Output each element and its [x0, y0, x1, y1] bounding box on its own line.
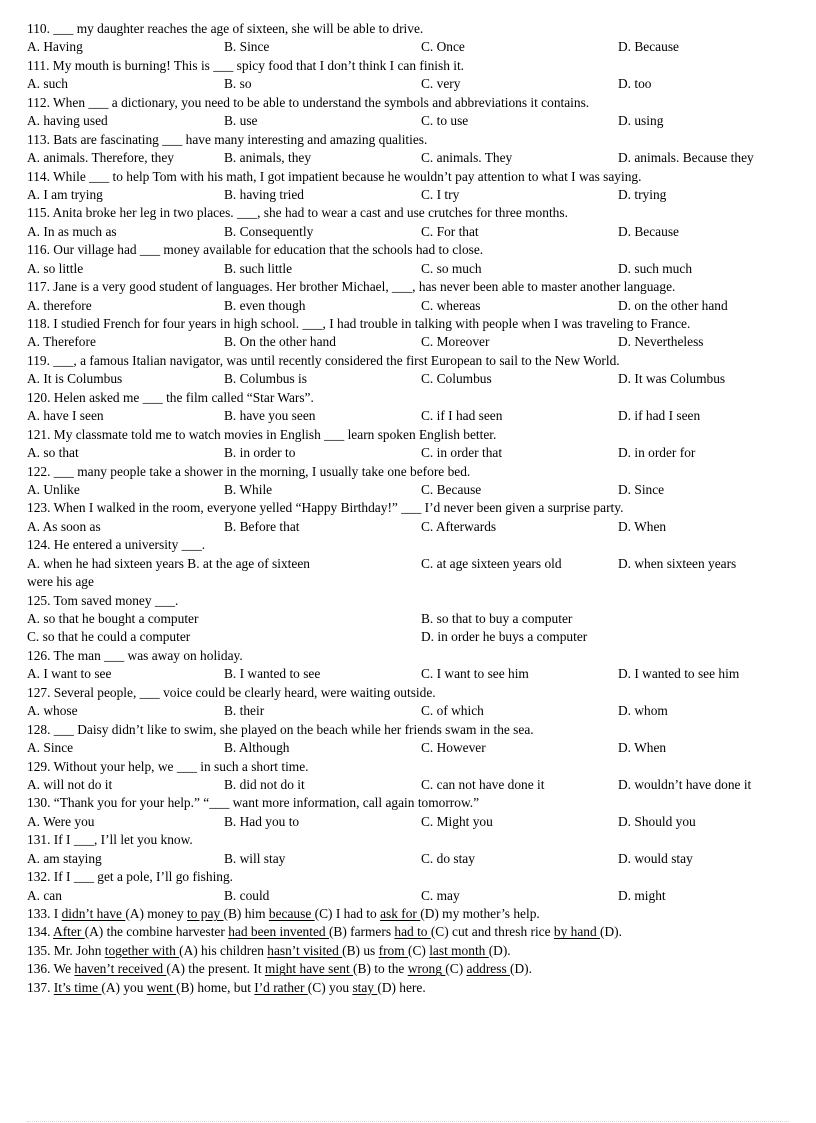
option-d: D. might: [618, 887, 666, 903]
option-b: B. I wanted to see: [224, 666, 321, 682]
text-segment: (C) you: [307, 979, 353, 995]
error-item: [27, 923, 797, 941]
option-c: C. animals. They: [421, 150, 513, 166]
question-item: [27, 647, 797, 684]
text-segment: (C) I had to: [314, 906, 381, 921]
question-stem: 128. ___ Daisy didn’t like to swim, she played on the beach while her friends swam in the sea.: [27, 721, 534, 737]
underlined-segment: stay: [352, 979, 378, 995]
option-c: C. can not have done it: [421, 776, 545, 792]
option-b: B. could: [224, 887, 270, 903]
question-stem: 127. Several people, ___ voice could be clearly heard, were waiting outside.: [27, 684, 436, 700]
question-stem: 131. If I ___, I’ll let you know.: [27, 832, 193, 848]
question-options: [27, 149, 797, 167]
option-a: A. so little: [27, 260, 84, 276]
option-c: C. to use: [421, 113, 469, 129]
option-c: C. Moreover: [421, 334, 490, 350]
option-c: C. if I had seen: [421, 408, 503, 424]
text-segment: (A) the combine harvester: [84, 924, 229, 940]
question-item: [27, 131, 797, 168]
option-b: B. animals, they: [224, 150, 312, 166]
question-stem: 114. While ___ to help Tom with his math, I got impatient because he wouldn’t pay attention to what I was saying.: [27, 168, 642, 184]
question-stem: 129. Without your help, we ___ in such a short time.: [27, 758, 309, 774]
option-a: A. having used: [27, 113, 108, 129]
question-options: [27, 665, 797, 683]
underlined-segment: by hand: [553, 924, 601, 940]
option-d: D. When: [618, 740, 667, 756]
option-c: C. do stay: [421, 850, 475, 866]
underlined-segment: hasn’t visited: [267, 942, 343, 958]
question-stem: 115. Anita broke her leg in two places. ___, she had to wear a cast and use crutches for three months.: [27, 205, 568, 221]
option-d: D. if had I seen: [618, 408, 701, 424]
question-stem: 110. ___ my daughter reaches the age of sixteen, she will be able to drive.: [27, 21, 424, 36]
option-c: C. For that: [421, 223, 479, 239]
question-item: [27, 463, 797, 500]
question-item: [27, 352, 797, 389]
question-options: [27, 186, 797, 204]
question-stem: 112. When ___ a dictionary, you need to be able to understand the symbols and abbreviations it contains.: [27, 94, 590, 110]
option-c: C. at age sixteen years old: [421, 555, 562, 571]
option-b: B. in order to: [224, 445, 296, 461]
option-b: B. their: [224, 703, 265, 719]
text-segment: 137.: [27, 979, 54, 995]
option-a: A. I want to see: [27, 666, 112, 682]
option-a: A. whose: [27, 703, 78, 719]
option-b: B. having tried: [224, 186, 304, 202]
question-options: [27, 776, 797, 794]
question-item: [27, 758, 797, 795]
option-a: A. so that he bought a computer: [27, 611, 199, 626]
option-a: A. Were you: [27, 813, 95, 829]
question-item: [27, 721, 797, 758]
option-d: D. trying: [618, 186, 667, 202]
option-b: B. Had you to: [224, 813, 300, 829]
option-b: B. so that to buy a computer: [421, 611, 573, 626]
question-options: [27, 739, 797, 757]
text-segment: (D).: [488, 942, 511, 958]
question-stem: 123. When I walked in the room, everyone yelled “Happy Birthday!” ___ I’d never been given a surprise party.: [27, 500, 624, 516]
option-a: A. so that: [27, 445, 79, 461]
option-a: A. therefore: [27, 297, 92, 313]
question-options: [27, 850, 797, 868]
option-b: B. will stay: [224, 850, 286, 866]
question-options: [27, 260, 797, 278]
question-item: [27, 20, 797, 57]
question-stem: 118. I studied French for four years in high school. ___, I had trouble in talking with people when I was traveling to France.: [27, 316, 691, 331]
option-c: C. Afterwards: [421, 518, 497, 534]
option-d: D. wouldn’t have done it: [618, 776, 752, 792]
question-stem: 125. Tom saved money ___.: [27, 592, 179, 608]
text-segment: 134.: [27, 924, 54, 940]
error-identification-block: [27, 905, 797, 997]
text-segment: 133. I: [27, 906, 62, 921]
question-stem: 111. My mouth is burning! This is ___ spicy food that I don’t think I can finish it.: [27, 57, 465, 73]
option-a: A. Therefore: [27, 334, 96, 350]
option-c: C. However: [421, 740, 486, 756]
question-stem: 130. “Thank you for your help.” “___ want more information, call again tomorrow.”: [27, 795, 480, 811]
question-options: [27, 702, 797, 720]
underlined-segment: last month: [429, 942, 489, 958]
option-d: D. I wanted to see him: [618, 666, 740, 682]
option-a: A. It is Columbus: [27, 371, 123, 387]
question-block-110-123: [27, 20, 797, 536]
option-a: A. am staying: [27, 850, 102, 866]
option-d: D. in order for: [618, 445, 696, 461]
question-options: [27, 38, 797, 56]
option-d: D. When: [618, 518, 667, 534]
question-124: [27, 536, 797, 591]
underlined-segment: because: [268, 906, 315, 921]
option-d: D. Nevertheless: [618, 334, 704, 350]
question-options: [27, 813, 797, 831]
option-a: A. Since: [27, 740, 74, 756]
option-d: D. It was Columbus: [618, 371, 726, 387]
option-a: A. Unlike: [27, 481, 80, 497]
option-c: C. in order that: [421, 445, 503, 461]
question-options-row-2: [27, 628, 797, 646]
underlined-segment: After: [53, 924, 85, 940]
underlined-segment: might have sent: [264, 961, 354, 977]
text-segment: (D) here.: [377, 979, 426, 995]
option-d: D. animals. Because they: [618, 150, 754, 166]
question-stem: 120. Helen asked me ___ the film called “Star Wars”.: [27, 389, 314, 405]
underlined-segment: went: [146, 979, 177, 995]
option-c: C. so that he could a computer: [27, 629, 191, 645]
option-b: B. such little: [224, 260, 293, 276]
underlined-segment: from: [378, 942, 408, 958]
option-a: A. In as much as: [27, 223, 117, 239]
text-segment: (C): [408, 942, 430, 958]
underlined-segment: ask for: [380, 906, 421, 921]
option-ab: A. when he had sixteen years B. at the age of sixteen: [27, 555, 310, 571]
question-item: [27, 204, 797, 241]
question-item: [27, 684, 797, 721]
error-item: [27, 942, 797, 960]
text-segment: (A) the present. It: [166, 961, 265, 977]
option-d: D. Because: [618, 39, 679, 55]
option-a: A. animals. Therefore, they: [27, 150, 174, 166]
question-stem: 122. ___ many people take a shower in the morning, I usually take one before bed.: [27, 463, 471, 479]
question-stem: 116. Our village had ___ money available for education that the schools had to close.: [27, 242, 484, 258]
question-options: [27, 75, 797, 93]
option-d: D. such much: [618, 260, 693, 276]
question-options: [27, 407, 797, 425]
option-b: B. On the other hand: [224, 334, 336, 350]
text-segment: (B) home, but: [176, 979, 255, 995]
text-segment: (C) cut and thresh rice: [430, 924, 554, 940]
underlined-segment: I’d rather: [254, 979, 308, 995]
question-stem: 117. Jane is a very good student of languages. Her brother Michael, ___, has never been able to master another language.: [27, 279, 676, 295]
question-block-126-132: [27, 647, 797, 905]
option-b: B. Columbus is: [224, 371, 307, 387]
option-c: C. may: [421, 887, 460, 903]
text-segment: (D).: [600, 924, 622, 940]
text-segment: (B) him: [223, 906, 269, 921]
question-item: [27, 241, 797, 278]
option-d: D. Should you: [618, 813, 696, 829]
option-d-continued: were his age: [27, 574, 94, 590]
option-a: A. have I seen: [27, 408, 104, 424]
error-item: [27, 979, 797, 997]
question-item: [27, 426, 797, 463]
underlined-segment: had been invented: [228, 924, 329, 940]
text-segment: (A) you: [101, 979, 147, 995]
question-options: [27, 370, 797, 388]
text-segment: (D) my mother’s help.: [420, 906, 540, 921]
option-d: D. whom: [618, 703, 668, 719]
option-c: C. Because: [421, 481, 482, 497]
question-options: [27, 518, 797, 536]
text-segment: (A) his children: [179, 942, 268, 958]
option-d: D. would stay: [618, 850, 693, 866]
underlined-segment: haven’t received: [74, 961, 167, 977]
option-d: D. in order he buys a computer: [421, 629, 588, 645]
text-segment: (C): [445, 961, 467, 977]
underlined-segment: didn’t have: [61, 906, 126, 921]
question-item: [27, 94, 797, 131]
text-segment: (B) farmers: [328, 924, 395, 940]
option-a: A. Having: [27, 39, 83, 55]
option-c: C. I want to see him: [421, 666, 529, 682]
question-stem: 124. He entered a university ___.: [27, 537, 206, 553]
question-options: [27, 297, 797, 315]
option-a: A. such: [27, 76, 68, 92]
option-b: B. use: [224, 113, 258, 129]
question-item: [27, 57, 797, 94]
question-options-row-1: [27, 610, 797, 628]
text-segment: (D).: [510, 961, 532, 977]
option-b: B. Before that: [224, 518, 300, 534]
question-125: [27, 592, 797, 647]
question-stem: 113. Bats are fascinating ___ have many interesting and amazing qualities.: [27, 131, 428, 147]
question-stem: 121. My classmate told me to watch movies in English ___ learn spoken English better.: [27, 426, 497, 442]
question-options: [27, 887, 797, 905]
option-c: C. whereas: [421, 297, 481, 313]
underlined-segment: together with: [104, 942, 180, 958]
option-b: B. have you seen: [224, 408, 316, 424]
option-d: D. too: [618, 76, 652, 92]
option-d: D. when sixteen years: [618, 555, 737, 571]
option-c: C. so much: [421, 260, 482, 276]
error-item: [27, 960, 797, 978]
option-b: B. so: [224, 76, 252, 92]
text-segment: (A) money: [125, 906, 188, 921]
option-c: C. of which: [421, 703, 484, 719]
question-stem: 126. The man ___ was away on holiday.: [27, 647, 243, 663]
option-d: D. Since: [618, 481, 665, 497]
option-c: C. Once: [421, 39, 465, 55]
option-d: D. using: [618, 113, 664, 129]
option-b: B. Since: [224, 39, 270, 55]
option-a: A. can: [27, 887, 62, 903]
option-b: B. Although: [224, 740, 290, 756]
question-item: [27, 831, 797, 868]
text-segment: 135. Mr. John: [27, 942, 105, 958]
error-item: [27, 905, 797, 923]
underlined-segment: It’s time: [53, 979, 102, 995]
question-options: [27, 444, 797, 462]
option-c: C. Might you: [421, 813, 493, 829]
question-stem: 119. ___, a famous Italian navigator, was until recently considered the first European to sail to the New World.: [27, 352, 620, 368]
underlined-segment: to pay: [187, 906, 224, 921]
page-bottom-rule: [27, 1121, 789, 1122]
question-item: [27, 868, 797, 905]
option-a: A. I am trying: [27, 186, 103, 202]
option-a: A. As soon as: [27, 518, 101, 534]
option-a: A. will not do it: [27, 776, 113, 792]
underlined-segment: had to: [394, 924, 431, 940]
question-options: [27, 333, 797, 351]
question-options: [27, 223, 797, 241]
question-item: [27, 389, 797, 426]
question-item: [27, 315, 797, 352]
option-c: C. I try: [421, 186, 460, 202]
option-d: D. Because: [618, 223, 679, 239]
question-options: [27, 481, 797, 499]
question-item: [27, 168, 797, 205]
question-item: [27, 278, 797, 315]
option-b: B. Consequently: [224, 223, 314, 239]
question-stem: 132. If I ___ get a pole, I’ll go fishing.: [27, 869, 234, 885]
question-options: [27, 112, 797, 130]
worksheet-page: [27, 20, 797, 997]
option-b: B. did not do it: [224, 776, 305, 792]
question-options: [27, 555, 797, 573]
question-item: [27, 794, 797, 831]
text-segment: 136. We: [27, 961, 75, 977]
text-segment: (B) to the: [353, 961, 408, 977]
underlined-segment: wrong: [407, 961, 446, 977]
option-c: C. Columbus: [421, 371, 492, 387]
text-segment: (B) us: [342, 942, 379, 958]
option-d: D. on the other hand: [618, 297, 728, 313]
underlined-segment: address: [466, 961, 511, 977]
option-c: C. very: [421, 76, 461, 92]
option-b: B. While: [224, 481, 273, 497]
option-b: B. even though: [224, 297, 306, 313]
question-item: [27, 499, 797, 536]
